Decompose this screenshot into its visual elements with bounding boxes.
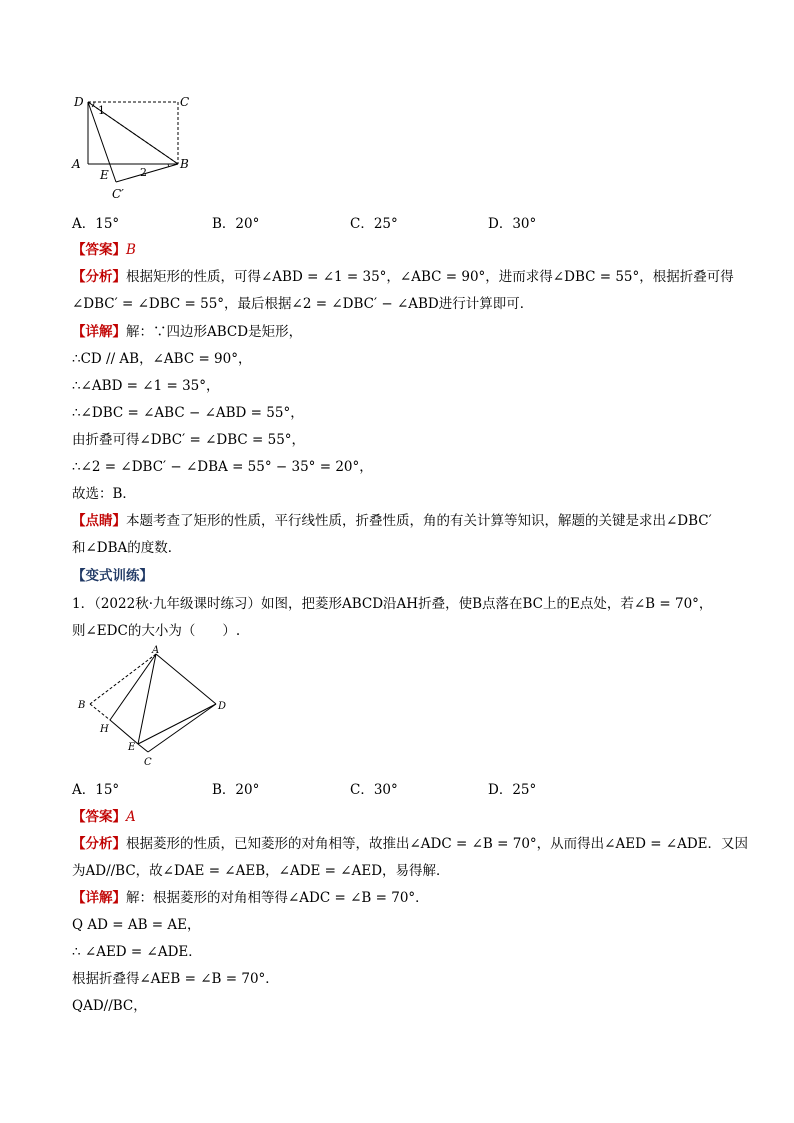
q1-answer xyxy=(72,240,136,260)
fig1-label-C: C xyxy=(180,95,190,109)
q2-detail-line4: 根据折叠得∠AEB = ∠B = 70°． xyxy=(72,971,279,987)
q1-option-d: D．30° xyxy=(488,216,537,232)
fig1-label-E: E xyxy=(100,168,109,182)
detail-tag: 【详解】 xyxy=(72,890,126,906)
detail-text: 解：∵四边形ABCD是矩形， xyxy=(126,324,303,340)
q1-comment-line2: 和∠DBA的度数． xyxy=(72,540,182,556)
q2-option-c: C．30° xyxy=(350,782,398,798)
q1-detail-line3: ∴∠ABD = ∠1 = 35°， xyxy=(72,378,220,394)
analysis-text: 根据菱形的性质，已知菱形的对角相等，故推出∠ADC = ∠B = 70°，从而得出∠AED = ∠ADE．又因 xyxy=(126,836,749,852)
q2-option-d: D．25° xyxy=(488,782,537,798)
fig1-label-1: 1 xyxy=(98,104,105,117)
q1-analysis-line2: ∠DBC′ = ∠DBC = 55°，最后根据∠2 = ∠DBC′ − ∠ABD进行计算即可． xyxy=(72,296,534,312)
detail-tag: 【详解】 xyxy=(72,324,126,340)
q2-analysis-line1 xyxy=(72,834,748,854)
detail-text: 解：根据菱形的对角相等得∠ADC = ∠B = 70°． xyxy=(126,890,429,906)
fig2-label-H: H xyxy=(100,724,109,735)
fig2-label-B: B xyxy=(78,700,86,711)
figure-rectangle-fold xyxy=(66,92,206,204)
answer-tag: 【答案】 xyxy=(72,809,126,825)
comment-text: 本题考查了矩形的性质，平行线性质，折叠性质，角的有关计算等知识，解题的关键是求出∠DBC′ xyxy=(126,513,712,529)
fig2-label-A: A xyxy=(152,645,160,656)
q2-detail-line1 xyxy=(72,888,429,908)
q2-answer xyxy=(72,807,136,827)
comment-tag: 【点睛】 xyxy=(72,513,126,529)
fig1-label-B: B xyxy=(180,157,189,171)
q2-detail-line2: Q AD = AB = AE， xyxy=(72,917,201,933)
q2-option-a: A．15° xyxy=(72,782,120,798)
q1-option-b: B．20° xyxy=(212,216,260,232)
q2-detail-line5: QAD//BC， xyxy=(72,998,147,1014)
q1-analysis-line1 xyxy=(72,267,734,287)
variant-training-heading: 【变式训练】 xyxy=(72,568,153,584)
fig1-label-D: D xyxy=(74,95,84,109)
q2-stem-line2: 则∠EDC的大小为（ ）. xyxy=(72,623,241,639)
q1-comment-line1 xyxy=(72,511,712,531)
q1-option-a: A．15° xyxy=(72,216,120,232)
fig2-label-E: E xyxy=(128,742,136,753)
q2-option-b: B．20° xyxy=(212,782,260,798)
fig1-label-C-prime: C′ xyxy=(112,187,124,201)
q1-detail-line1 xyxy=(72,322,302,342)
q2-stem-line1: 1．（2022秋·九年级课时练习）如图，把菱形ABCD沿AH折叠，使B点落在BC上的E点处，若∠B = 70°， xyxy=(72,596,713,612)
fig1-label-A: A xyxy=(72,157,81,171)
analysis-tag: 【分析】 xyxy=(72,836,126,852)
q1-detail-line7: 故选：B． xyxy=(72,486,136,502)
q1-detail-line6: ∴∠2 = ∠DBC′ − ∠DBA = 55° − 35° = 20°， xyxy=(72,459,373,475)
fig1-label-2: 2 xyxy=(140,166,147,179)
fig2-label-C: C xyxy=(144,757,152,768)
answer-value: A xyxy=(126,809,136,825)
q1-detail-line2: ∴CD // AB，∠ABC = 90°， xyxy=(72,351,252,367)
answer-tag: 【答案】 xyxy=(72,242,126,258)
analysis-text: 根据矩形的性质，可得∠ABD = ∠1 = 35°，∠ABC = 90°，进而求得∠DBC = 55°，根据折叠可得 xyxy=(126,269,734,285)
analysis-tag: 【分析】 xyxy=(72,269,126,285)
q2-detail-line3: ∴ ∠AED = ∠ADE． xyxy=(72,944,202,960)
figure-rhombus-fold xyxy=(70,644,240,774)
q1-option-c: C．25° xyxy=(350,216,398,232)
fig2-label-D: D xyxy=(218,701,227,712)
q2-analysis-line2: 为AD//BC，故∠DAE = ∠AEB，∠ADE = ∠AED，易得解． xyxy=(72,863,450,879)
q1-detail-line4: ∴∠DBC = ∠ABC − ∠ABD = 55°， xyxy=(72,405,304,421)
answer-value: B xyxy=(126,242,136,258)
q1-detail-line5: 由折叠可得∠DBC′ = ∠DBC = 55°， xyxy=(72,432,306,448)
